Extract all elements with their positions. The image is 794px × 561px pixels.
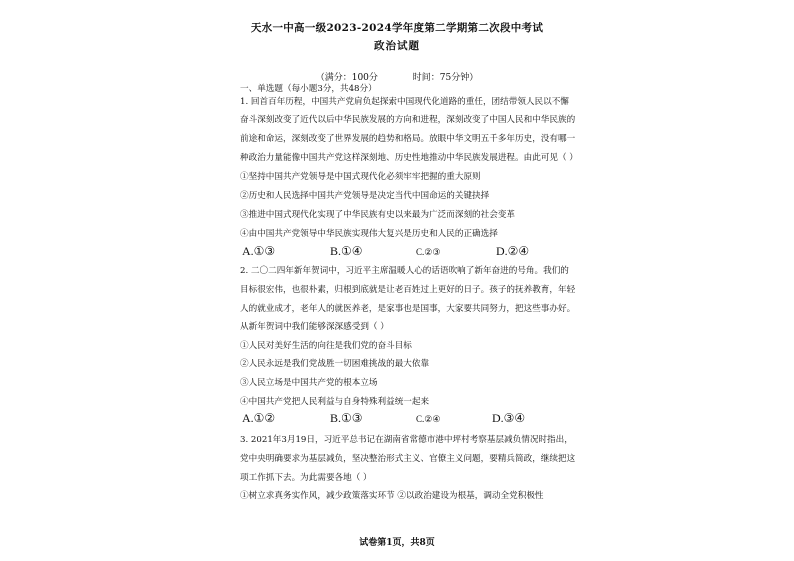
q2-line-2: 目标很宏伟，也很朴素，归根到底就是让老百姓过上更好的日子。孩子的抚养教育，年轻 bbox=[240, 285, 576, 295]
q3-line-1: 3. 2021年3月19日，习近平总书记在湖南省常德市港中坪村考察基层减负情况时指出， bbox=[240, 435, 573, 445]
q1-line-4: 种政治力量能像中国共产党这样深刻地、历史性地推动中华民族发展进程。由此可见（ ） bbox=[240, 153, 578, 163]
section-heading: 一、单选题（每小题3分，共48分） bbox=[240, 84, 377, 94]
q2-options bbox=[240, 411, 580, 427]
q1-line-1: 1. 回首百年历程，中国共产党肩负起探索中国现代化道路的重任，团结带领人民以不懈 bbox=[240, 97, 569, 107]
q1-options bbox=[240, 244, 580, 260]
time-info: 时间：75分钟） bbox=[412, 73, 479, 83]
page-footer: 试卷第1页，共8页 bbox=[359, 538, 435, 548]
q1-option-d[interactable]: D.②④ bbox=[496, 244, 530, 258]
q3-line-3: 项工作抓下去。为此需要各地（ ） bbox=[240, 473, 372, 483]
q2-line-1: 2. 二〇二四年新年贺词中，习近平主席温暖人心的话语吹响了新年奋进的号角。我们的 bbox=[240, 266, 569, 276]
q1-option-c[interactable]: C.②③ bbox=[416, 247, 441, 257]
q2-option-a[interactable]: A.①② bbox=[242, 411, 276, 425]
q2-option-b[interactable]: B.①③ bbox=[330, 411, 363, 425]
q1-statement-4: ④由中国共产党领导中华民族实现伟大复兴是历史和人民的正确选择 bbox=[240, 229, 498, 239]
q1-line-3: 前途和命运，深刻改变了世界发展的趋势和格局。放眼中华文明五千多年历史，没有哪一 bbox=[240, 134, 576, 144]
q2-line-4: 从新年贺词中我们能够深深感受到（ ） bbox=[240, 322, 389, 332]
q3-line-2: 党中央明确要求为基层减负，坚决整治形式主义、官僚主义问题，要精兵简政，继续把这 bbox=[240, 454, 576, 464]
exam-info bbox=[0, 70, 794, 83]
q2-statement-4: ④中国共产党把人民利益与自身特殊利益统一起来 bbox=[240, 397, 430, 407]
q2-option-d[interactable]: D.③④ bbox=[492, 411, 526, 425]
q1-statement-2: ②历史和人民选择中国共产党领导是决定当代中国命运的关键抉择 bbox=[240, 191, 490, 201]
exam-title: 天水一中高一级2023-2024学年度第二学期第二次段中考试 bbox=[250, 22, 544, 34]
q2-option-c[interactable]: C.②④ bbox=[416, 414, 441, 424]
q1-line-2: 奋斗深刻改变了近代以后中华民族发展的方向和进程，深刻改变了中国人民和中华民族的 bbox=[240, 115, 576, 125]
q3-statement-line: ①树立求真务实作风，减少政策落实环节 ②以政治建设为根基，调动全党积极性 bbox=[240, 491, 544, 501]
q1-statement-3: ③推进中国式现代化实现了中华民族有史以来最为广泛而深刻的社会变革 bbox=[240, 210, 516, 220]
q2-statement-2: ②人民永远是我们党战胜一切困难挑战的最大依靠 bbox=[240, 359, 430, 369]
q2-line-3: 人的就业成才，老年人的就医养老，是家事也是国事，大家要共同努力，把这些事办好。 bbox=[240, 304, 576, 314]
q2-statement-1: ①人民对美好生活的向往是我们党的奋斗目标 bbox=[240, 341, 412, 351]
q1-option-a[interactable]: A.①③ bbox=[242, 244, 276, 258]
q1-statement-1: ①坚持中国共产党领导是中国式现代化必须牢牢把握的重大原则 bbox=[240, 172, 481, 182]
q1-option-b[interactable]: B.①④ bbox=[330, 244, 363, 258]
score-info: （满分：100分 bbox=[315, 73, 378, 83]
q2-statement-3: ③人民立场是中国共产党的根本立场 bbox=[240, 378, 378, 388]
exam-subject: 政治试题 bbox=[374, 40, 420, 52]
